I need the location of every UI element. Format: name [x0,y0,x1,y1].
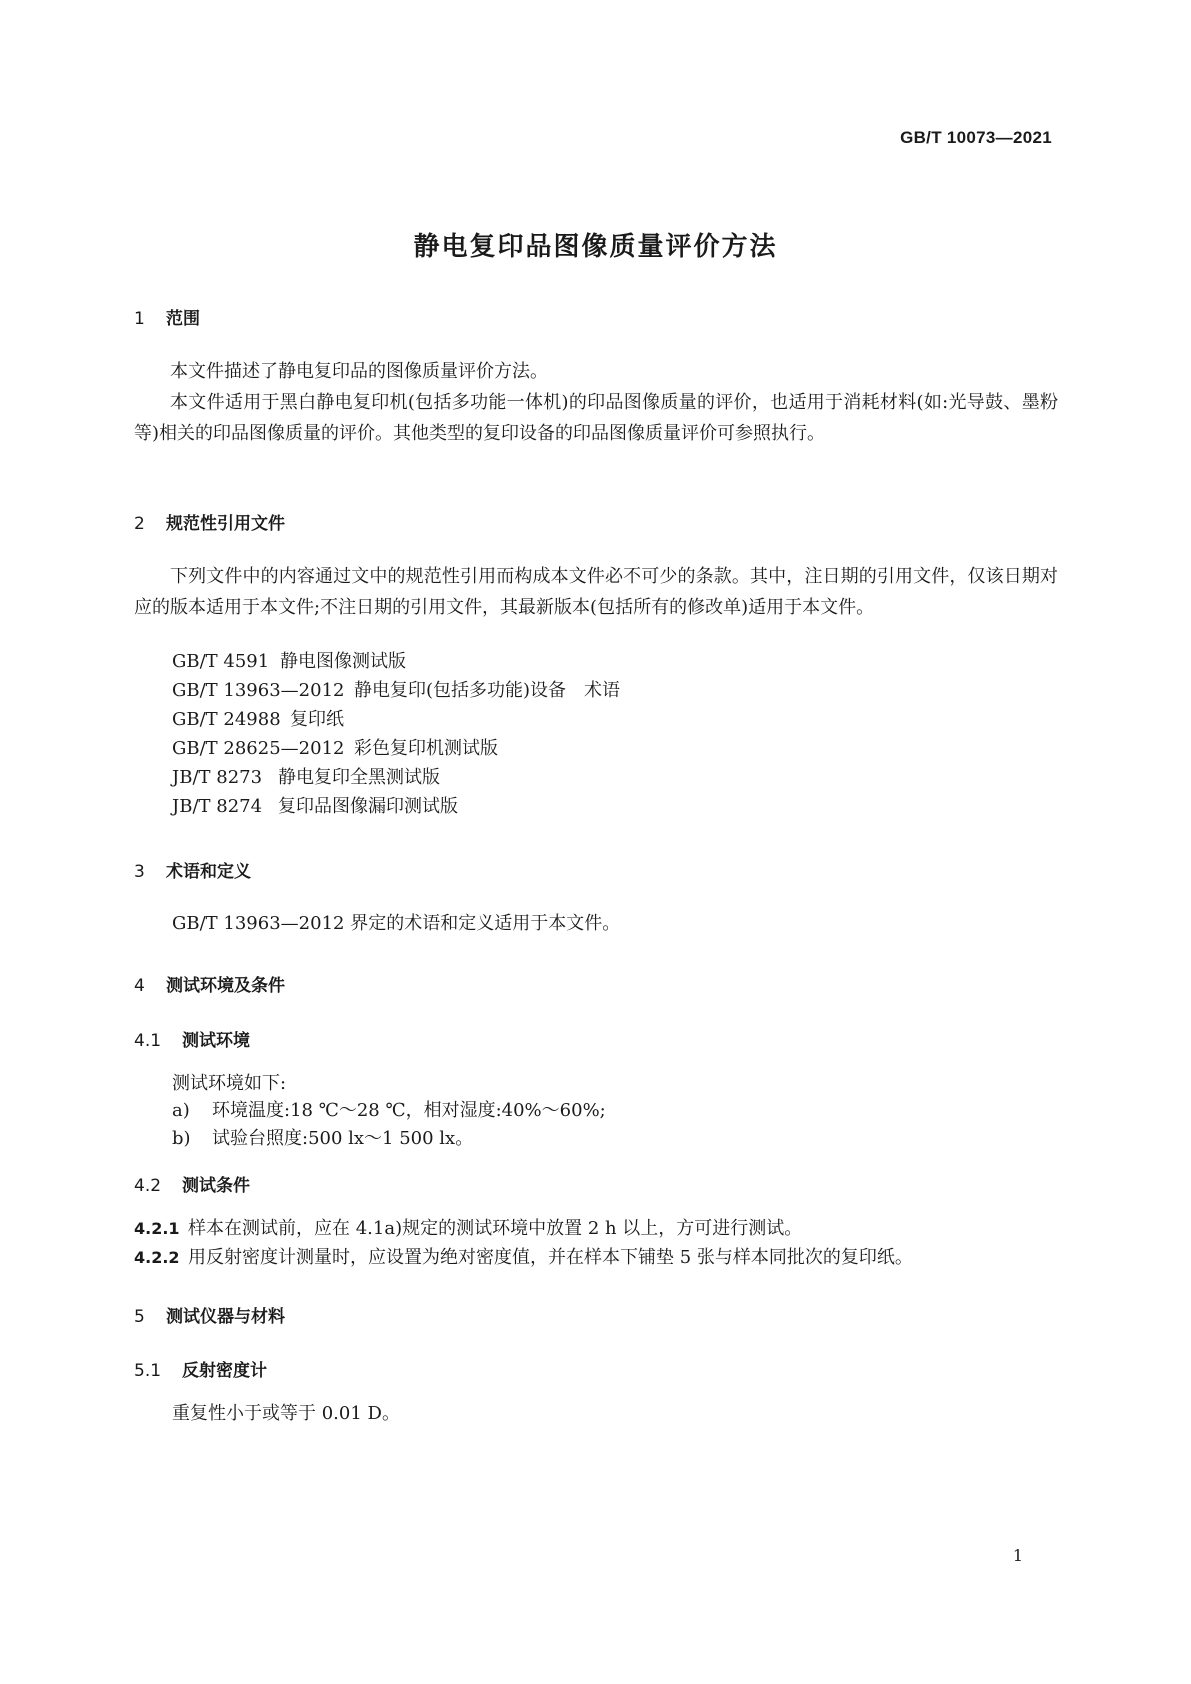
reference-item [172,706,344,734]
document-title: 静电复印品图像质量评价方法 [413,232,778,262]
reference-item [172,764,440,792]
section-title: 规范性引用文件 [166,514,285,534]
reference-code: JB/T 8273 [172,767,263,788]
reference-code: GB/T 24988 [172,709,281,730]
reference-name: 复印品图像漏印测试版 [278,796,458,817]
subsection-number: 4.1 [134,1031,162,1051]
reference-code: GB/T 13963—2012 [172,680,345,701]
section-number: 3 [134,862,145,882]
reference-item [172,735,498,763]
reference-item [172,793,458,821]
section-title: 术语和定义 [166,862,251,882]
section-3-heading [134,857,251,882]
clause-text: 用反射密度计测量时，应设置为绝对密度值，并在样本下铺垫 5 张与样本同批次的复印纸。 [188,1247,913,1268]
subsection-number: 4.2 [134,1176,162,1196]
reference-code: GB/T 28625—2012 [172,738,345,759]
environment-item [172,1097,606,1125]
reference-code: JB/T 8274 [172,796,263,817]
subsection-title: 测试环境 [182,1031,250,1051]
standard-code: GB/T 10073—2021 [900,128,1052,147]
item-label: b) [172,1128,191,1149]
section-5-heading [134,1302,285,1327]
section-3-paragraph: GB/T 13963—2012 界定的术语和定义适用于本文件。 [172,913,621,934]
section-title: 范围 [166,309,200,329]
clause-4-2-1 [134,1214,802,1240]
section-1-paragraph-2: 本文件适用于黑白静电复印机(包括多功能一体机)的印品图像质量的评价，也适用于消耗材料(如:光导鼓、墨粉等)相关的印品图像质量的评价。其他类型的复印设备的印品图像质量评价可参照执行。 [134,392,1058,444]
reference-item [172,648,406,676]
reference-name: 彩色复印机测试版 [354,738,498,759]
reference-name: 复印纸 [290,709,344,730]
environment-intro: 测试环境如下: [172,1073,287,1094]
reference-name: 静电图像测试版 [280,651,406,672]
reference-code: GB/T 4591 [172,651,270,672]
subsection-number: 5.1 [134,1361,162,1381]
section-number: 2 [134,514,145,534]
subsection-title: 测试条件 [182,1176,250,1196]
section-1-paragraph-1: 本文件描述了静电复印品的图像质量评价方法。 [170,361,548,382]
subsection-4-2-heading [134,1171,250,1196]
subsection-5-1-paragraph: 重复性小于或等于 0.01 D。 [172,1403,400,1424]
section-2-paragraph: 下列文件中的内容通过文中的规范性引用而构成本文件必不可少的条款。其中，注日期的引用文件，仅该日期对应的版本适用于本文件;不注日期的引用文件，其最新版本(包括所有的修改单)适用于本文件。 [134,566,1058,618]
reference-name: 静电复印(包括多功能)设备 术语 [354,680,621,701]
section-4-heading [134,971,285,996]
clause-number: 4.2.2 [134,1248,180,1267]
reference-name: 静电复印全黑测试版 [278,767,440,788]
subsection-5-1-heading [134,1356,267,1381]
subsection-title: 反射密度计 [182,1361,267,1381]
section-1-heading [134,304,200,329]
section-title: 测试环境及条件 [166,976,285,996]
section-title: 测试仪器与材料 [166,1307,285,1327]
subsection-4-1-heading [134,1026,250,1051]
page-number: 1 [1012,1546,1023,1565]
section-2-heading [134,509,285,534]
item-label: a) [172,1100,190,1121]
section-number: 1 [134,309,145,329]
reference-item [172,677,620,705]
item-text: 试验台照度:500 lx～1 500 lx。 [212,1128,474,1149]
clause-text: 样本在测试前，应在 4.1a)规定的测试环境中放置 2 h 以上，方可进行测试。 [188,1218,803,1239]
item-text: 环境温度:18 ℃～28 ℃，相对湿度:40%～60%; [212,1100,606,1121]
clause-number: 4.2.1 [134,1219,180,1238]
section-number: 5 [134,1307,145,1327]
section-number: 4 [134,976,145,996]
clause-4-2-2 [134,1243,913,1269]
environment-item [172,1125,473,1153]
